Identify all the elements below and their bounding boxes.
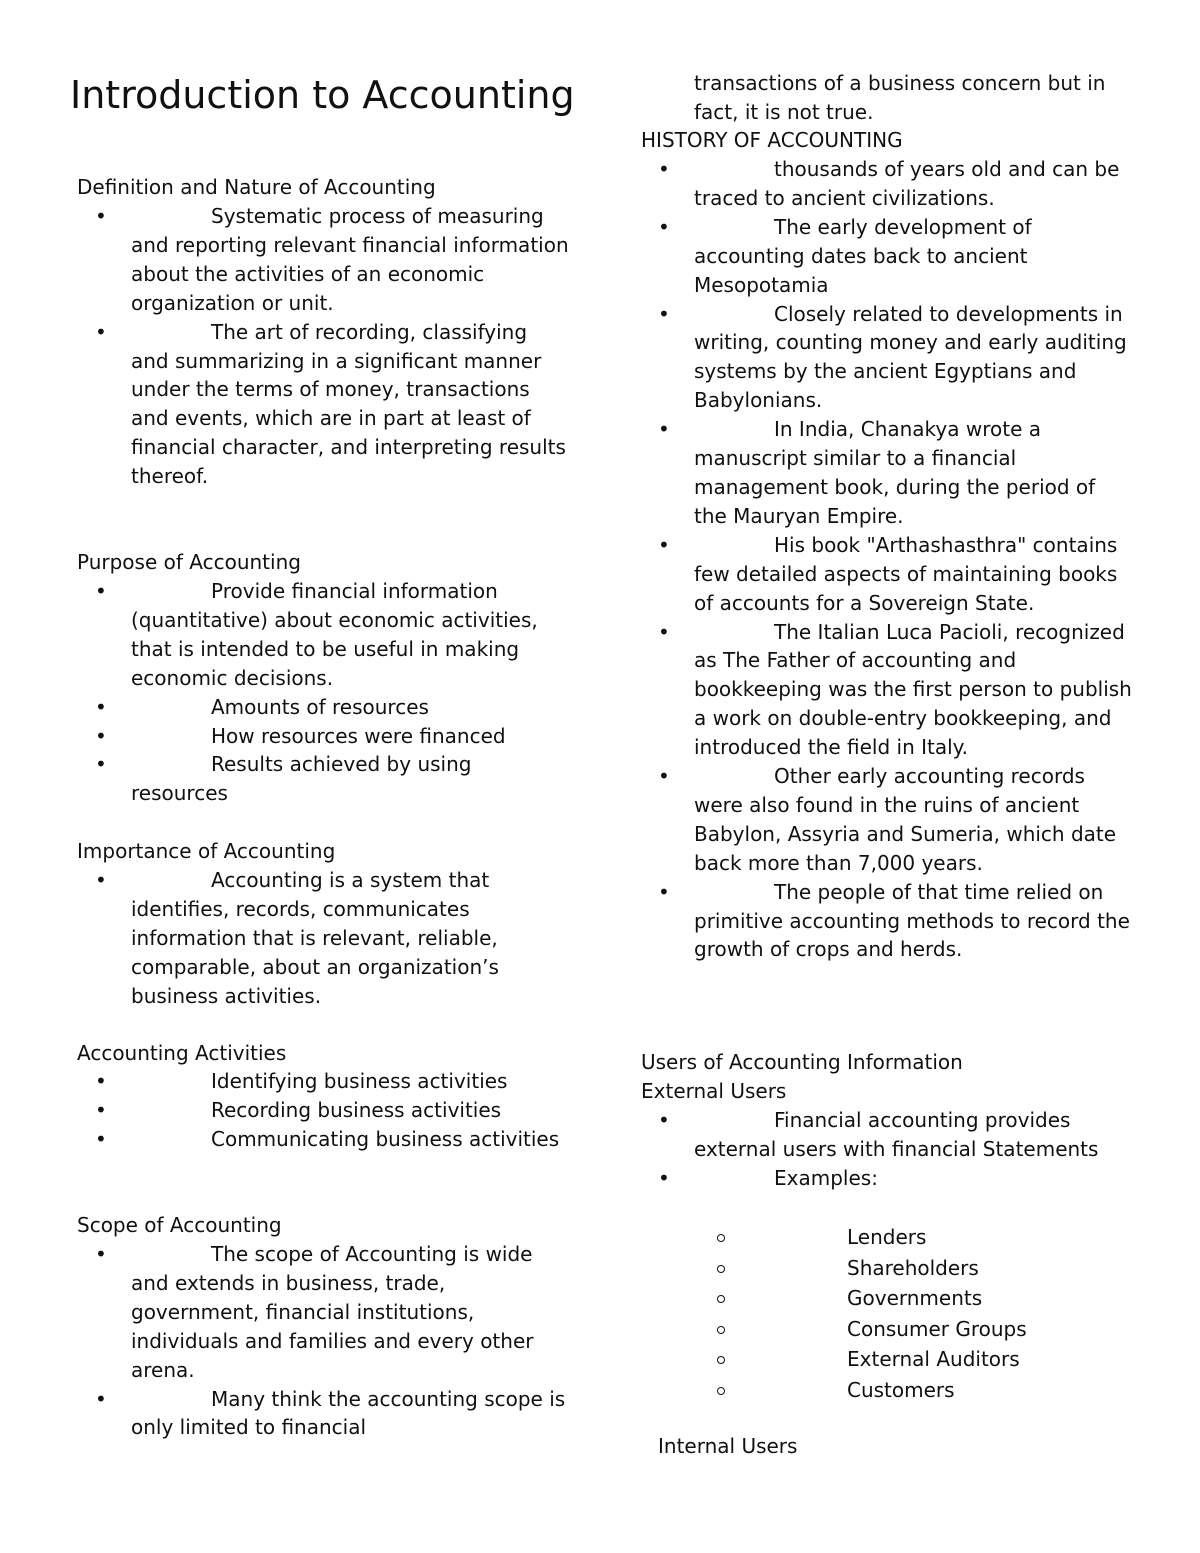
activities-list (131, 1067, 571, 1154)
list-item: • Provide financial information (quantitative) about economic activities, that is intended to be useful in making economic decisions. (131, 577, 571, 693)
list-item: • Recording business activities (131, 1096, 571, 1125)
examples-sublist (772, 1222, 1027, 1405)
sublist-item: Consumer Groups (772, 1314, 1027, 1345)
list-item: • thousands of years old and can be traced to ancient civilizations. (694, 155, 1134, 213)
external-users-list (694, 1106, 1134, 1193)
sublist-item: Lenders (772, 1222, 1027, 1253)
section-heading-definition: Definition and Nature of Accounting (77, 175, 436, 199)
scope-list (131, 1240, 571, 1442)
sublist-item: Governments (772, 1283, 1027, 1314)
list-item: • How resources were financed (131, 722, 571, 751)
section-heading-users: Users of Accounting Information (641, 1050, 963, 1074)
list-item: • Amounts of resources (131, 693, 571, 722)
subheading-internal-users: Internal Users (658, 1434, 798, 1458)
list-item: • Other early accounting records were also found in the ruins of ancient Babylon, Assyria and Sumeria, which date back more than 7,000 years. (694, 762, 1134, 878)
sublist-item: Customers (772, 1375, 1027, 1406)
sublist-item: External Auditors (772, 1344, 1027, 1375)
list-item: • In India, Chanakya wrote a manuscript similar to a financial management book, during the period of the Mauryan Empire. (694, 415, 1134, 531)
list-item: • The art of recording, classifying and summarizing in a significant manner under the terms of money, transactions and events, which are in part at least of financial character, and interpreting results thereof. (131, 318, 571, 491)
list-item: • The scope of Accounting is wide and extends in business, trade, government, financial institutions, individuals and families and every other arena. (131, 1240, 571, 1385)
continued-text: transactions of a business concern but in fact, it is not true. (694, 71, 1106, 124)
list-item: • Accounting is a system that identifies, records, communicates information that is relevant, reliable, comparable, about an organization’s business activities. (131, 866, 571, 1011)
section-heading-purpose: Purpose of Accounting (77, 550, 301, 574)
subheading-external-users: External Users (641, 1079, 787, 1103)
purpose-list (131, 577, 571, 808)
section-heading-history: HISTORY OF ACCOUNTING (641, 128, 903, 152)
list-item: • Systematic process of measuring and reporting relevant financial information about the activities of an economic organization or unit. (131, 202, 571, 318)
page-title: Introduction to Accounting (70, 73, 575, 117)
importance-list (131, 866, 571, 1011)
sublist-item: Shareholders (772, 1253, 1027, 1284)
definition-list (131, 202, 571, 491)
list-item: • Closely related to developments in writing, counting money and early auditing systems by the ancient Egyptians and Babylonians. (694, 300, 1134, 416)
list-item: • The people of that time relied on primitive accounting methods to record the growth of crops and herds. (694, 878, 1134, 965)
list-item: • The Italian Luca Pacioli, recognized as The Father of accounting and bookkeeping was the first person to publish a work on double-entry bookkeeping, and introduced the field in Italy. (694, 618, 1134, 763)
section-heading-importance: Importance of Accounting (77, 839, 336, 863)
section-heading-activities: Accounting Activities (77, 1041, 287, 1065)
list-item: • Identifying business activities (131, 1067, 571, 1096)
section-heading-scope: Scope of Accounting (77, 1213, 282, 1237)
list-item: • His book "Arthashasthra" contains few detailed aspects of maintaining books of accounts for a Sovereign State. (694, 531, 1134, 618)
list-item: • The early development of accounting dates back to ancient Mesopotamia (694, 213, 1134, 300)
list-item: • Financial accounting provides external users with financial Statements (694, 1106, 1134, 1164)
list-item: • Many think the accounting scope is only limited to financial (131, 1385, 571, 1443)
history-list (694, 155, 1134, 964)
list-item: • Examples: (694, 1164, 1134, 1193)
list-item: • Results achieved by using resources (131, 750, 571, 808)
list-item: • Communicating business activities (131, 1125, 571, 1154)
